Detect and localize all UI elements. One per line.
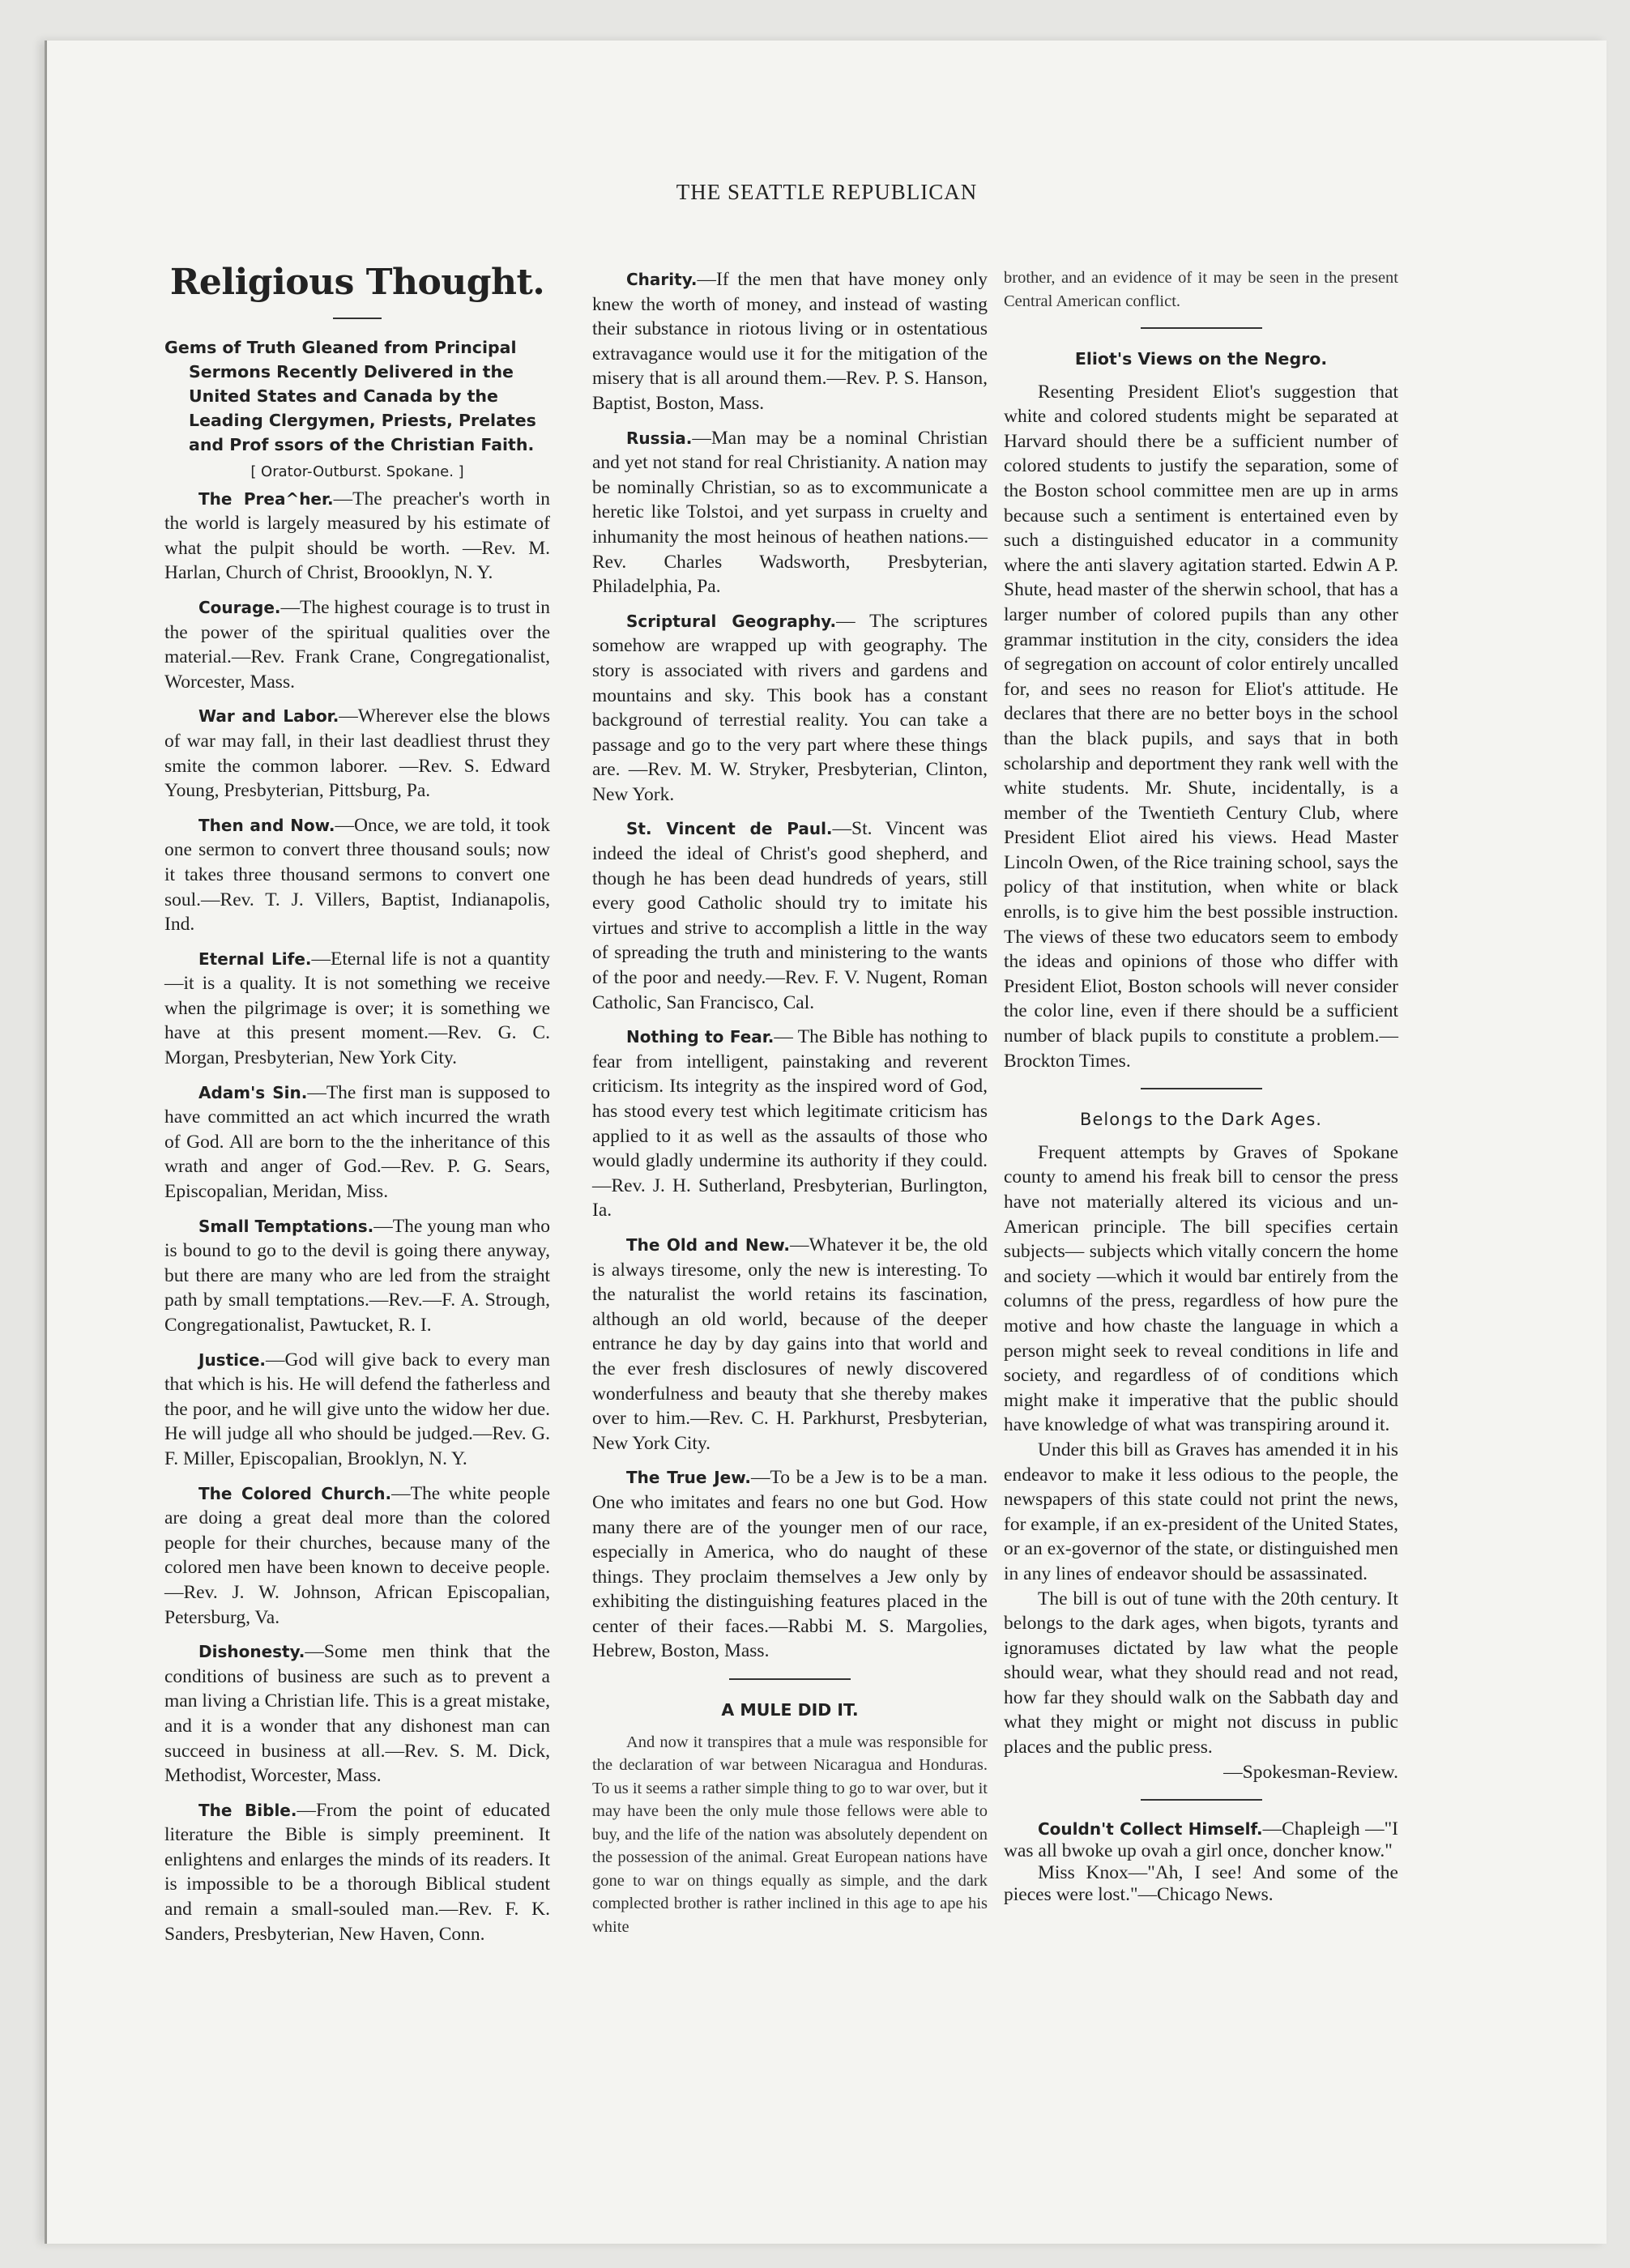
article-body-eliot: Resenting President Eliot's suggestion that white and colored students might be separated at Harvard should there be a sufficient number of colored students to justify the separation, some of the Boston school committee men are up in arms because such a sentiment is entertained even by such a distinguished educator in a community where the anti slavery agitation started. Edwin A P. Shute, head master of the sherwin school, that has a larger number of colored pupils than any other grammar institution in the city, considers the idea of segregation on account of color entirely uncalled for, and sees no reason for Eliot's attitude. He declares that there are no better boys in the school than the black pupils, and says that in both scholarship and deportment they rank well with the white students. Mr. Shute, incidentally, is a member of the Twentieth Century Club, where President Eliot aired his views. Head Master Lincoln Owen, of the Rice training school, says the policy of that institution, when white or black enrolls, is to give him the best possible instruction. The views of these two educators seem to embody the ideas and opinions of those who differ with President Eliot, Boston schools will never consider the color line, even if there should be a sufficient number of black pupils to constitute a problem.—Brockton Times. xyxy=(1004,381,1398,1072)
sermon-text: —Once, we are told, it took one sermon to convert three thousand souls; now it takes three thousand sermons to convert one soul.—Rev. T. J. Villers, Baptist, Indianapolis, Ind. xyxy=(164,814,550,936)
joke-line: —Chapleigh —"I was all bwoke up ovah a girl once, doncher know." xyxy=(1004,1818,1398,1862)
sermon-text: —Wherever else the blows of war may fall, in their last deadliest thrust they smite the common laborer. —Rev. S. Edward Young, Presbyterian, Pittsburg, Pa. xyxy=(164,706,550,802)
joke-title: Couldn't Collect Himself. xyxy=(1038,1819,1263,1840)
sermon-text: —If the men that have money only knew the worth of money, and instead of wasting their substance in riotous living or in ostentatious extravagance would use it for the mitigation of the misery that is all around them.—Rev. P. S. Hanson, Baptist, Boston, Mass. xyxy=(592,269,988,414)
sermon-text: —The highest courage is to trust in the power of the spiritual qualities over the material.—Rev. Frank Crane, Congregationalist, Worcester, Mass. xyxy=(164,596,550,693)
sermon-item xyxy=(164,947,550,1071)
sermon-item xyxy=(164,487,550,586)
sermon-item xyxy=(164,595,550,694)
article-paragraph: The bill is out of tune with the 20th century. It belongs to the dark ages, when bigots, tyrants and ignoramuses dictated by law what the people should wear, what they should read and not read, how far they should walk on the Sabbath day and what they might or might not discuss in public places and the public press. xyxy=(1004,1588,1398,1759)
subdeck xyxy=(164,335,550,457)
sermon-item xyxy=(592,1233,988,1456)
sermon-title: Scriptural Geography. xyxy=(626,611,837,631)
subdeck-first-line: Gems of Truth Gleaned from Principal xyxy=(164,338,517,357)
sermon-title: Adam's Sin. xyxy=(198,1082,308,1102)
divider xyxy=(333,318,382,319)
sermon-title: Small Temptations. xyxy=(198,1216,374,1236)
sermon-title: Courage. xyxy=(198,597,281,617)
sermon-title: The Prea^her. xyxy=(198,488,334,509)
sermon-text: —The first man is supposed to have committed an act which incurred the wrath of God. All are born to the the inheritance of this wrath and anger of God.—Rev. P. G. Sears, Episcopalian, Meridan, Miss. xyxy=(164,1081,550,1203)
sermon-text: —To be a Jew is to be a man. One who imitates and fears no one but God. How many there are of the younger men of our race, especially in America, who do naught of these things. They proclaim themselves a Jew only by exhibiting the distinguishing features placed in the center of their faces.—Rabbi M. S. Margolies, Hebrew, Boston, Mass. xyxy=(592,1467,988,1662)
sermon-text: —St. Vincent was indeed the ideal of Christ's good shepherd, and though he has been dead hundreds of years, still every good Catholic should try to imitate his virtues and strive to accomplish a little in the way of spreading the truth and ministering to the wants of the poor and needy.—Rev. F. V. Nugent, Roman Catholic, San Francisco, Cal. xyxy=(592,818,988,1013)
sermon-item xyxy=(164,1639,550,1788)
sermon-title: Charity. xyxy=(626,270,698,289)
joke-paragraph xyxy=(1004,1818,1398,1862)
subdeck-continuation: Sermons Recently Delivered in the United States and Canada by the Leading Clergymen, Priests, Prelates and Prof ssors of the Christian Faith. xyxy=(189,362,536,454)
sermon-title: Russia. xyxy=(626,428,693,448)
article-body-mule: And now it transpires that a mule was responsible for the declaration of war between Nicaragua and Honduras. To us it seems a rather simple thing to go to war over, but it may have been the only mule those fellows were able to buy, and the life of the nation was absolutely dependent on the possession of the animal. Great European nations have gone to war on things equally as simple, and the dark complected brother is rather inclined in this age to ape his white xyxy=(592,1733,988,1936)
sermon-title: The True Jew. xyxy=(626,1468,752,1488)
sermon-item xyxy=(592,1025,988,1223)
sermon-item xyxy=(164,1481,550,1631)
sermon-title: Dishonesty. xyxy=(198,1642,305,1662)
sermon-item xyxy=(164,813,550,937)
sermon-item xyxy=(164,1081,550,1204)
sermon-item xyxy=(592,426,988,599)
article-heading-dark-ages: Belongs to the Dark Ages. xyxy=(1080,1110,1322,1130)
article-paragraph: Frequent attempts by Graves of Spokane county to amend his freak bill to censor the press have not materially altered its vicious and un-American principle. The bill specifies certain subjects— subjects which vitally concern the home and society —which it would bar entirely from the columns of the press, regardless of how pure the motive and how chaste the language in which a person might seek to reveal conditions in life and society, and regardless of of conditions which might make it imperative that the public should have knowledge of what was transpiring around it. xyxy=(1004,1141,1398,1436)
section-heading: Religious Thought. xyxy=(169,262,545,303)
divider xyxy=(1141,1799,1262,1801)
sermon-item xyxy=(164,1348,550,1472)
sermon-item xyxy=(592,816,988,1015)
column-1 xyxy=(164,253,550,1946)
sermon-text: — The scriptures somehow are wrapped up with geography. The story is associated with rivers and gardens and mountains and sky. This book has a constant background of terrestial reality. You can take a passage and go to the very part where these things are. —Rev. M. W. Stryker, Presbyterian, Clinton, New York. xyxy=(592,610,988,805)
article-paragraph: Under this bill as Graves has amended it in his endeavor to make it less odious to the people, the newspapers of this state could not print the news, for example, if an ex-president of the United States, or an ex-governor of the state, or distinguished men in any lines of endeavor should be assassinated. xyxy=(1004,1439,1398,1584)
masthead: THE SEATTLE REPUBLICAN xyxy=(676,180,978,204)
sermon-title: Justice. xyxy=(198,1349,267,1370)
article-heading-mule: A MULE DID IT. xyxy=(721,1700,859,1720)
newspaper-page xyxy=(45,40,1607,2244)
article-body-mule-continued: brother, and an evidence of it may be seen in the present Central American conflict. xyxy=(1004,269,1398,310)
sermon-text: —The preacher's worth in the world is largely measured by his estimate of what the pulpit should be worth. —Rev. M. Harlan, Church of Christ, Broooklyn, N. Y. xyxy=(164,488,550,584)
sermon-title: The Colored Church. xyxy=(198,1483,392,1503)
divider xyxy=(1141,327,1262,329)
sermon-item xyxy=(592,609,988,808)
sermon-text: — The Bible has nothing to fear from intelligent, painstaking and reverent criticism. Its integrity as the inspired word of God, has stood every test which legitimate criticism has applied to it as well as the assaults of those who would gladly undermine its authority if they could.—Rev. J. H. Sutherland, Presbyterian, Burlington, Ia. xyxy=(592,1026,988,1221)
sermon-list xyxy=(164,487,550,1947)
sermon-item xyxy=(164,704,550,803)
article-heading-eliot: Eliot's Views on the Negro. xyxy=(1074,349,1328,369)
sermon-text: —The white people are doing a great deal more than the colored people for their churches, because many of the colored men have been known to deceive people.—Rev. J. W. Johnson, African Episcopalian, Petersburg, Va. xyxy=(164,1482,551,1628)
sermon-title: The Old and New. xyxy=(626,1234,791,1255)
divider xyxy=(729,1678,851,1680)
sermon-text: —Some men think that the conditions of business are such as to prevent a man living a Christian life. This is a great mistake, and it is a wonder that any dishonest man can succeed in business at all.—Rev. S. M. Dick, Methodist, Worcester, Mass. xyxy=(164,1641,550,1787)
sermon-title: Eternal Life. xyxy=(198,949,312,969)
sermon-text: —From the point of educated literature the Bible is simply preeminent. It enlightens and enlarges the minds of its readers. It is impossible to be a thorough Biblical student and remain a small-souled man.—Rev. F. K. Sanders, Presbyterian, New Haven, Conn. xyxy=(164,1799,550,1945)
sermon-text: —Whatever it be, the old is always tiresome, only the new is interesting. To the naturalist the world retains its fascination, although an old world, because of the deeper entrance he day by day gains into that world and the ever fresh disclosures of newly discovered wonderfulness and beauty that she thereby makes over to him.—Rev. C. H. Parkhurst, Presbyterian, New York City. xyxy=(592,1234,988,1454)
joke-punchline: Miss Knox—"Ah, I see! And some of the pieces were lost."—Chicago News. xyxy=(1004,1862,1398,1906)
sermon-title: The Bible. xyxy=(198,1800,297,1820)
sermon-item xyxy=(592,1465,988,1664)
sermon-item xyxy=(164,1214,550,1338)
sermon-text: —Man may be a nominal Christian and yet not stand for real Christianity. A nation may be nominally Christian, so as to excommunicate a heretic like Tolstoi, and yet surpass in cruelty and inhumanity the most heinous of heathen nations.—Rev. Charles Wadsworth, Presbyterian, Philadelphia, Pa. xyxy=(592,427,988,598)
sermon-title: Nothing to Fear. xyxy=(626,1027,774,1047)
column-2 xyxy=(592,267,988,1938)
sermon-title: Then and Now. xyxy=(198,815,335,835)
sermon-list-continued xyxy=(592,267,988,1664)
source-credit: [ Orator-Outburst. Spokane. ] xyxy=(250,463,464,480)
sermon-title: St. Vincent de Paul. xyxy=(626,819,833,839)
sermon-text: —God will give back to every man that which is his. He will defend the fatherless and the poor, and he will give unto the widow her due. He will judge all who should be judged.—Rev. G. F. Miller, Episcopalian, Brooklyn, N. Y. xyxy=(164,1349,550,1469)
sermon-text: —Eternal life is not a quantity—it is a quality. It is not something we receive when the pilgrimage is over; it is something we have at this present moment.—Rev. G. C. Morgan, Presbyterian, New York City. xyxy=(164,948,550,1069)
sermon-item xyxy=(592,267,988,416)
sermon-title: War and Labor. xyxy=(198,706,339,727)
article-credit: —Spokesman-Review. xyxy=(1223,1761,1398,1783)
sermon-item xyxy=(164,1798,550,1947)
divider xyxy=(1141,1088,1262,1089)
column-3 xyxy=(1004,266,1398,1906)
sermon-text: —The young man who is bound to go to the devil is going there anyway, but there are many who are led from the straight path by small temptations.—Rev.—F. A. Strough, Congregationalist, Pawtucket, R. I. xyxy=(164,1215,550,1336)
